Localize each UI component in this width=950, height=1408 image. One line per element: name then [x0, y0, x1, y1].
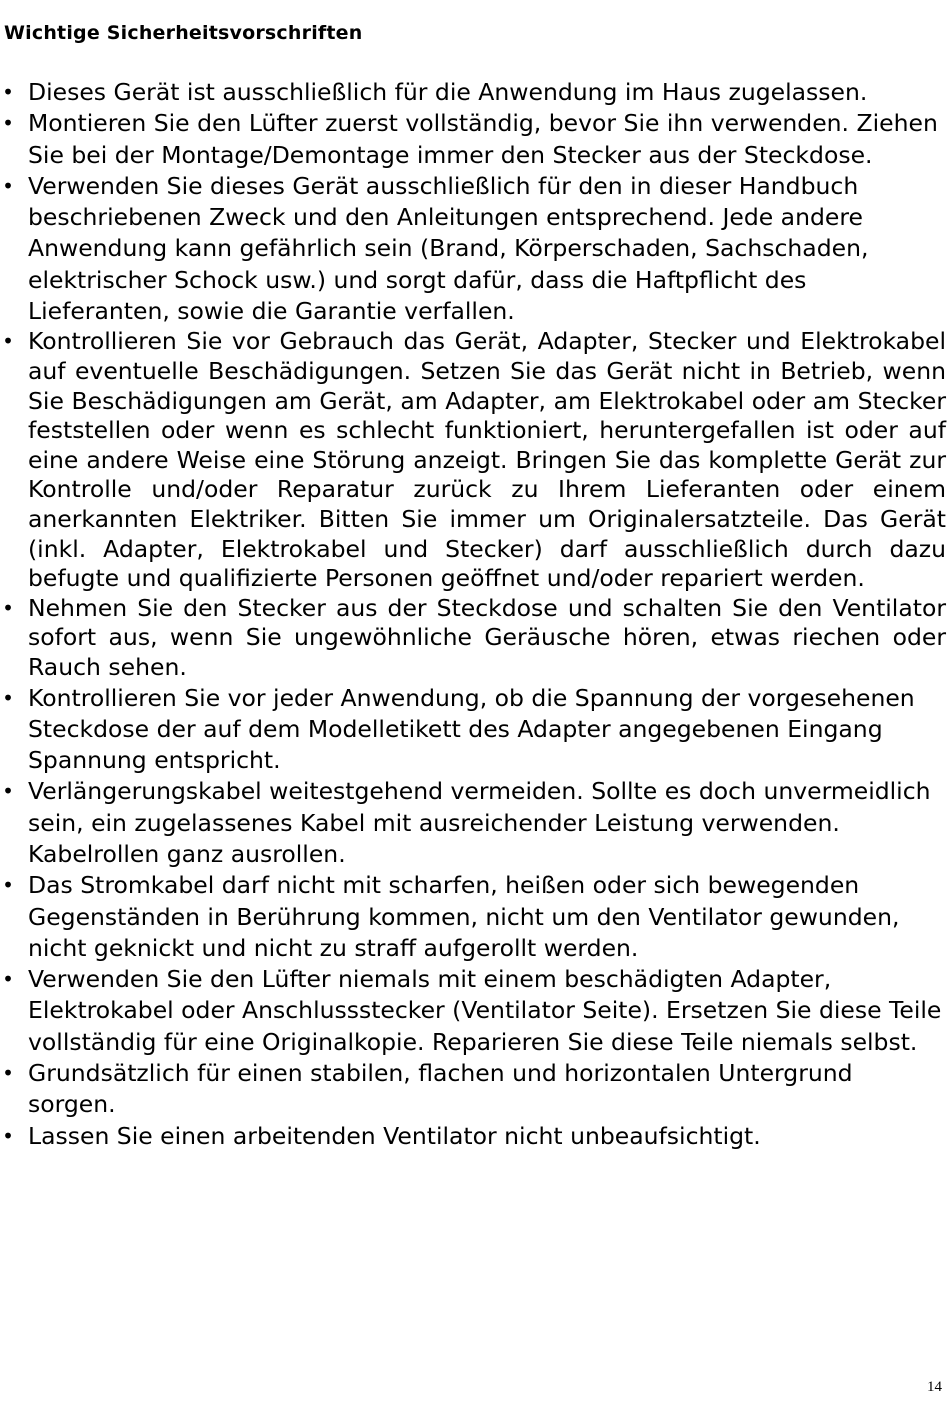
page-number: 14	[927, 1379, 942, 1395]
list-item	[0, 327, 946, 593]
list-item-text: Verwenden Sie dieses Gerät ausschließlich für den in dieser Handbuch beschriebenen Zweck und den Anleitungen entsprechend. Jede andere Anwendung kann gefährlich sein (Brand, Körperschaden, Sachschaden, elektrischer Schock usw.) und sorgt dafür, dass die Haftpflicht des Lieferanten, sowie die Garantie verfallen.	[28, 171, 869, 326]
list-item-text: Kontrollieren Sie vor jeder Anwendung, ob die Spannung der vorgesehenen Steckdose der auf dem Modelletikett des Adapter angegebenen Eingang Spannung entspricht.	[28, 683, 915, 775]
bullet-icon: •	[2, 779, 14, 804]
list-item-text: Nehmen Sie den Stecker aus der Steckdose und schalten Sie den Ventilator sofort aus, wenn Sie ungewöhnliche Geräusche hören, etwas riechen oder Rauch sehen.	[28, 593, 946, 681]
list-item	[0, 776, 946, 870]
bullet-icon: •	[2, 873, 14, 898]
list-item	[0, 1058, 946, 1121]
list-item-text: Grundsätzlich für einen stabilen, flachen und horizontalen Untergrund sorgen.	[28, 1059, 853, 1119]
bullet-icon: •	[2, 80, 14, 104]
list-item	[0, 108, 946, 171]
list-item-text: Kontrollieren Sie vor Gebrauch das Gerät, Adapter, Stecker und Elektrokabel auf eventuelle Beschädigungen. Setzen Sie das Gerät nicht in Betrieb, wenn Sie Beschädigungen am Gerät, am Adapter, am Elektrokabel oder am Stecker feststellen oder wenn es schlecht funktioniert, heruntergefallen ist oder auf eine andere Weise eine Störung anzeigt. Bringen Sie das komplette Gerät zur Kontrolle und/oder Reparatur zurück zu Ihrem Lieferanten oder einem anerkannten Elektriker. Bitten Sie immer um Originalersatzteile. Das Gerät (inkl. Adapter, Elektrokabel und Stecker) darf ausschließlich durch dazu befugte und qualifizierte Personen geöffnet und/oder repariert werden.	[28, 327, 946, 593]
bullet-icon: •	[2, 595, 14, 620]
list-item	[0, 870, 946, 964]
safety-instructions-list	[0, 77, 946, 1152]
list-item	[0, 594, 946, 683]
bullet-icon: •	[2, 329, 14, 354]
list-item	[0, 683, 946, 777]
bullet-icon: •	[2, 967, 14, 992]
list-item	[0, 1121, 946, 1152]
list-item-text: Verlängerungskabel weitestgehend vermeiden. Sollte es doch unvermeidlich sein, ein zugelassenes Kabel mit ausreichender Leistung verwenden. Kabelrollen ganz ausrollen.	[28, 777, 931, 868]
bullet-icon: •	[2, 1061, 14, 1086]
bullet-icon: •	[2, 173, 14, 198]
list-item-text: Montieren Sie den Lüfter zuerst vollständig, bevor Sie ihn verwenden. Ziehen Sie bei der Montage/Demontage immer den Stecker aus der Steckdose.	[28, 109, 938, 169]
bullet-icon: •	[2, 685, 14, 710]
list-item-text: Lassen Sie einen arbeitenden Ventilator nicht unbeaufsichtigt.	[28, 1121, 761, 1150]
page-title: Wichtige Sicherheitsvorschriften	[4, 22, 363, 44]
list-item-text: Dieses Gerät ist ausschließlich für die Anwendung im Haus zugelassen.	[28, 78, 868, 106]
list-item	[0, 171, 946, 327]
list-item-text: Verwenden Sie den Lüfter niemals mit einem beschädigten Adapter, Elektrokabel oder Anschlussstecker (Ventilator Seite). Ersetzen Sie diese Teile vollständig für eine Originalkopie. Reparieren Sie diese Teile niemals selbst.	[28, 965, 942, 1056]
bullet-icon: •	[2, 111, 14, 136]
bullet-icon: •	[2, 1123, 14, 1148]
list-item-text: Das Stromkabel darf nicht mit scharfen, heißen oder sich bewegenden Gegenständen in Berührung kommen, nicht um den Ventilator gewunden, nicht geknickt und nicht zu straff aufgerollt werden.	[28, 871, 900, 962]
list-item	[0, 964, 946, 1058]
list-item	[0, 77, 946, 108]
